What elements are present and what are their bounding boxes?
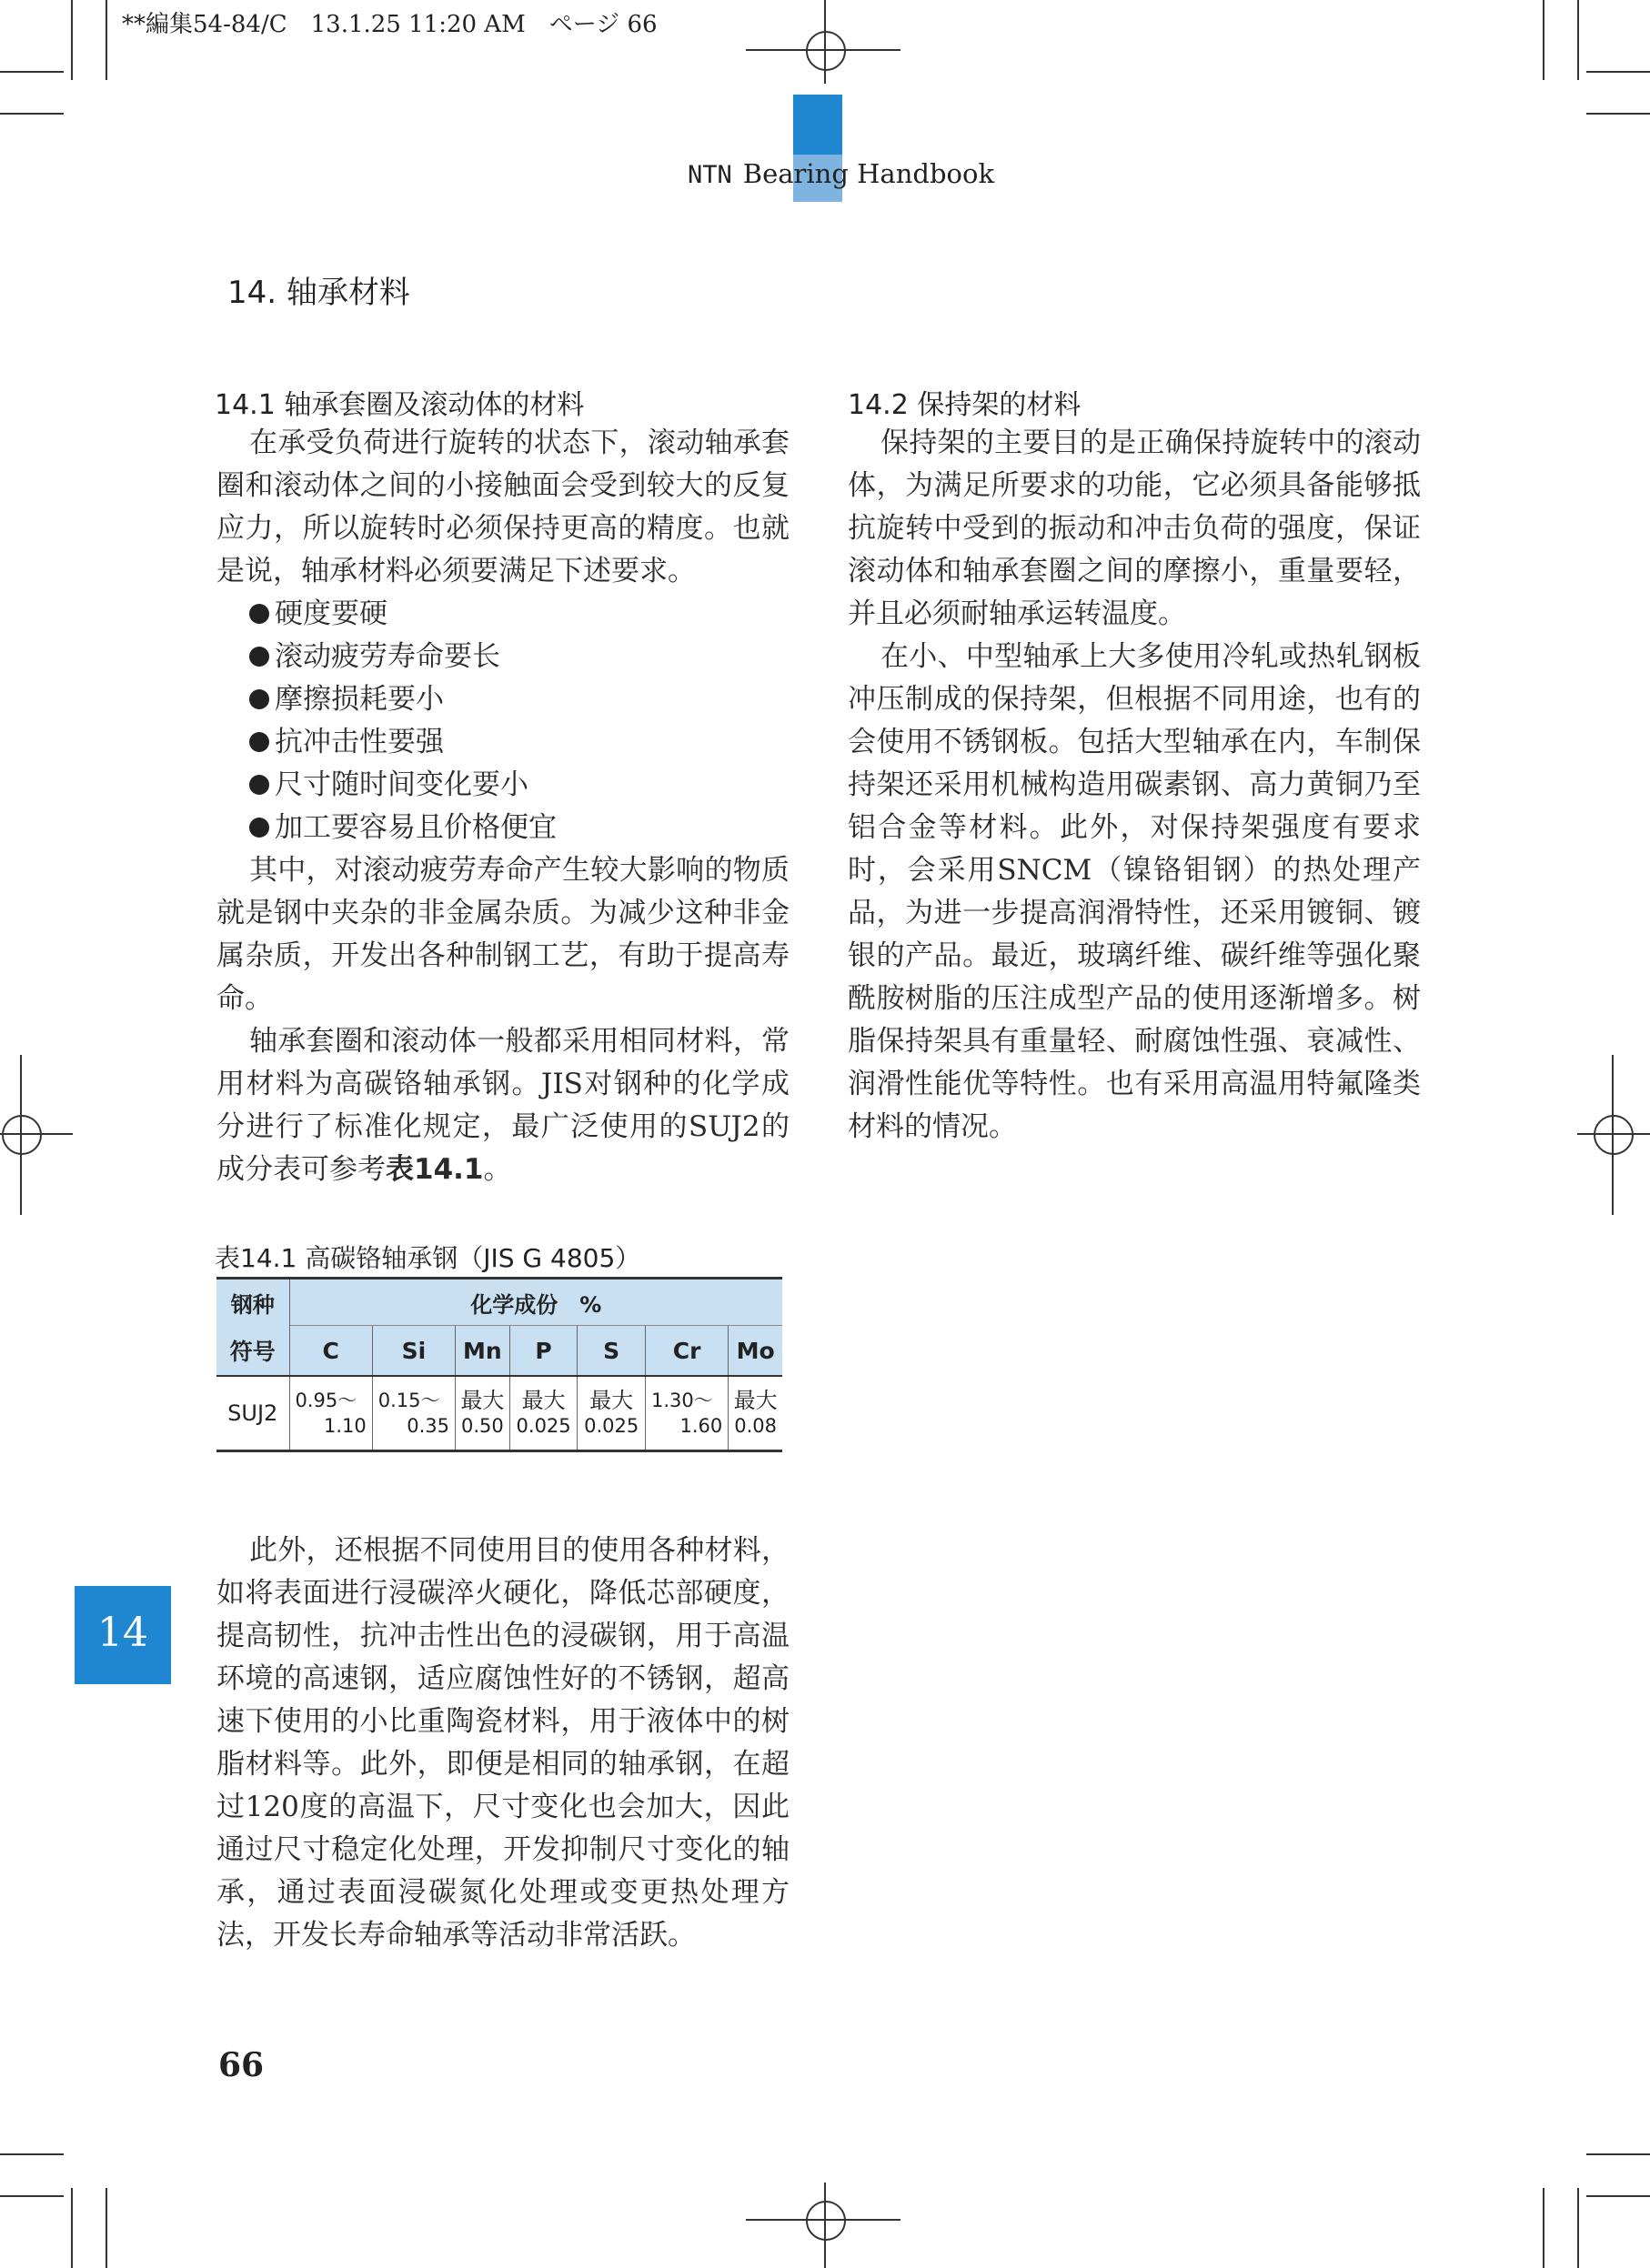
table-cell: 最大 0.50 bbox=[456, 1376, 510, 1451]
crop-mark bbox=[0, 113, 64, 115]
list-item: 滚动疲劳寿命要长 bbox=[216, 636, 790, 678]
table-header-cell: S bbox=[578, 1326, 646, 1377]
registration-mark-line bbox=[20, 1055, 22, 1215]
materials-paragraph-block bbox=[216, 1530, 790, 1957]
registration-mark-line bbox=[1612, 1055, 1614, 1215]
table-header-cell: Si bbox=[372, 1326, 455, 1377]
list-item: 尺寸随时间变化要小 bbox=[216, 764, 790, 807]
table-header-cell: Cr bbox=[645, 1326, 728, 1377]
section-14-2-body bbox=[848, 422, 1421, 1149]
crop-mark bbox=[106, 2188, 107, 2268]
table-header-cell: Mn bbox=[456, 1326, 510, 1377]
paragraph: 此外，还根据不同使用目的使用各种材料，如将表面进行浸碳淬火硬化，降低芯部硬度，提高韧性，抗冲击性出色的浸碳钢，用于高温环境的高速钢，适应腐蚀性好的不锈钢，超高速下使用的小比重陶瓷材料，用于液体中的树脂材料等。此外，即便是相同的轴承钢，在超过120度的高温下，尺寸变化也会加大，因此通过尺寸稳定化处理，开发抑制尺寸变化的轴承，通过表面浸碳氮化处理或变更热处理方法，开发长寿命轴承等活动非常活跃。 bbox=[216, 1534, 790, 1952]
table-cell: 最大 0.025 bbox=[509, 1376, 578, 1451]
table-cell: 最大 0.025 bbox=[578, 1376, 646, 1451]
print-slug-line: **編集54-84/C 13.1.25 11:20 AM ページ 66 bbox=[122, 11, 658, 38]
section-heading-14-1: 14.1 轴承套圈及滚动体的材料 bbox=[215, 389, 585, 421]
table-cell: 0.95～ 1.10 bbox=[289, 1376, 372, 1451]
table-reference-link[interactable]: 表14.1 bbox=[386, 1153, 484, 1186]
crop-mark bbox=[71, 2188, 73, 2268]
bullet-icon bbox=[249, 775, 269, 795]
table-header-symbol: 符号 bbox=[216, 1326, 289, 1377]
bullet-icon bbox=[249, 689, 269, 709]
registration-mark bbox=[1594, 1115, 1634, 1155]
table-cell: 0.15～ 0.35 bbox=[372, 1376, 455, 1451]
running-header bbox=[688, 158, 994, 189]
page-number: 66 bbox=[218, 2046, 265, 2084]
requirements-list bbox=[216, 593, 790, 849]
crop-mark bbox=[1577, 2188, 1579, 2268]
table-header-group: 化学成份 % bbox=[289, 1279, 782, 1326]
registration-mark bbox=[2, 1115, 42, 1155]
section-14-1-body bbox=[216, 422, 790, 1191]
section-heading-14-2: 14.2 保持架的材料 bbox=[848, 389, 1082, 421]
registration-mark-line bbox=[824, 0, 826, 84]
registration-mark bbox=[806, 31, 846, 71]
bullet-icon bbox=[249, 647, 269, 667]
crop-mark bbox=[1586, 2195, 1650, 2197]
crop-mark bbox=[106, 0, 107, 80]
table-header-steel-grade: 钢种 bbox=[216, 1279, 289, 1326]
table-cell: 1.30～ 1.60 bbox=[645, 1376, 728, 1451]
paragraph: 在承受负荷进行旋转的状态下，滚动轴承套圈和滚动体之间的小接触面会受到较大的反复应力，所以旋转时必须保持更高的精度。也就是说，轴承材料必须要满足下述要求。 bbox=[216, 427, 790, 587]
table-cell: 最大 0.08 bbox=[729, 1376, 782, 1451]
paragraph: 其中，对滚动疲劳寿命产生较大影响的物质就是钢中夹杂的非金属杂质。为减少这种非金属杂质，开发出各种制钢工艺，有助于提高寿命。 bbox=[216, 854, 790, 1015]
table-caption: 表14.1 高碳铬轴承钢（JIS G 4805） bbox=[215, 1243, 641, 1273]
crop-mark bbox=[1586, 113, 1650, 115]
paragraph: 保持架的主要目的是正确保持旋转中的滚动体，为满足所要求的功能，它必须具备能够抵抗旋转中受到的振动和冲击负荷的强度，保证滚动体和轴承套圈之间的摩擦小，重量要轻，并且必须耐轴承运转温度。 bbox=[848, 427, 1421, 630]
crop-mark bbox=[0, 2195, 64, 2197]
table-header-cell: Mo bbox=[729, 1326, 782, 1377]
header-title: Bearing Handbook bbox=[742, 158, 995, 189]
crop-mark bbox=[0, 2153, 64, 2155]
paragraph: 在小、中型轴承上大多使用冷轧或热轧钢板冲压制成的保持架，但根据不同用途，也有的会使用不锈钢板。包括大型轴承在内，车制保持架还采用机械构造用碳素钢、高力黄铜乃至铝合金等材料。此外，对保持架强度有要求时，会采用SNCM（镍铬钼钢）的热处理产品，为进一步提高润滑特性，还采用镀铜、镀银的产品。最近，玻璃纤维、碳纤维等强化聚酰胺树脂的压注成型产品的使用逐渐增多。树脂保持架具有重量轻、耐腐蚀性强、衰减性、润滑性能优等特性。也有采用高温用特氟隆类材料的情况。 bbox=[848, 640, 1421, 1143]
crop-mark bbox=[1543, 2188, 1544, 2268]
header-brand: NTN bbox=[688, 161, 732, 189]
crop-mark bbox=[1577, 0, 1579, 80]
table-row bbox=[216, 1376, 782, 1451]
list-item: 加工要容易且价格便宜 bbox=[216, 807, 790, 849]
registration-mark bbox=[806, 2201, 846, 2241]
table-header-cell: C bbox=[289, 1326, 372, 1377]
chapter-title: 14. 轴承材料 bbox=[227, 275, 410, 311]
table-cell-grade: SUJ2 bbox=[216, 1376, 289, 1451]
bullet-icon bbox=[249, 732, 269, 752]
paragraph: 轴承套圈和滚动体一般都采用相同材料，常用材料为高碳铬轴承钢。JIS对钢种的化学成分进行了标准化规定，最广泛使用的SUJ2的成分表可参考表14.1。 bbox=[216, 1025, 790, 1186]
chemical-composition-table bbox=[216, 1277, 782, 1452]
list-item: 摩擦损耗要小 bbox=[216, 678, 790, 721]
registration-mark-line bbox=[746, 2219, 900, 2221]
registration-mark-line bbox=[0, 1133, 73, 1135]
chapter-side-tab-number: 14 bbox=[97, 1610, 148, 1656]
bullet-icon bbox=[249, 818, 269, 838]
registration-mark-line bbox=[824, 2183, 826, 2268]
crop-mark bbox=[0, 71, 64, 73]
crop-mark bbox=[1586, 71, 1650, 73]
list-item: 硬度要硬 bbox=[216, 593, 790, 636]
table-header-cell: P bbox=[509, 1326, 578, 1377]
registration-mark-line bbox=[1577, 1133, 1650, 1135]
bullet-icon bbox=[249, 604, 269, 624]
list-item: 抗冲击性要强 bbox=[216, 721, 790, 764]
crop-mark bbox=[1586, 2153, 1650, 2155]
registration-mark-line bbox=[746, 49, 900, 51]
crop-mark bbox=[71, 0, 73, 80]
crop-mark bbox=[1543, 0, 1544, 80]
